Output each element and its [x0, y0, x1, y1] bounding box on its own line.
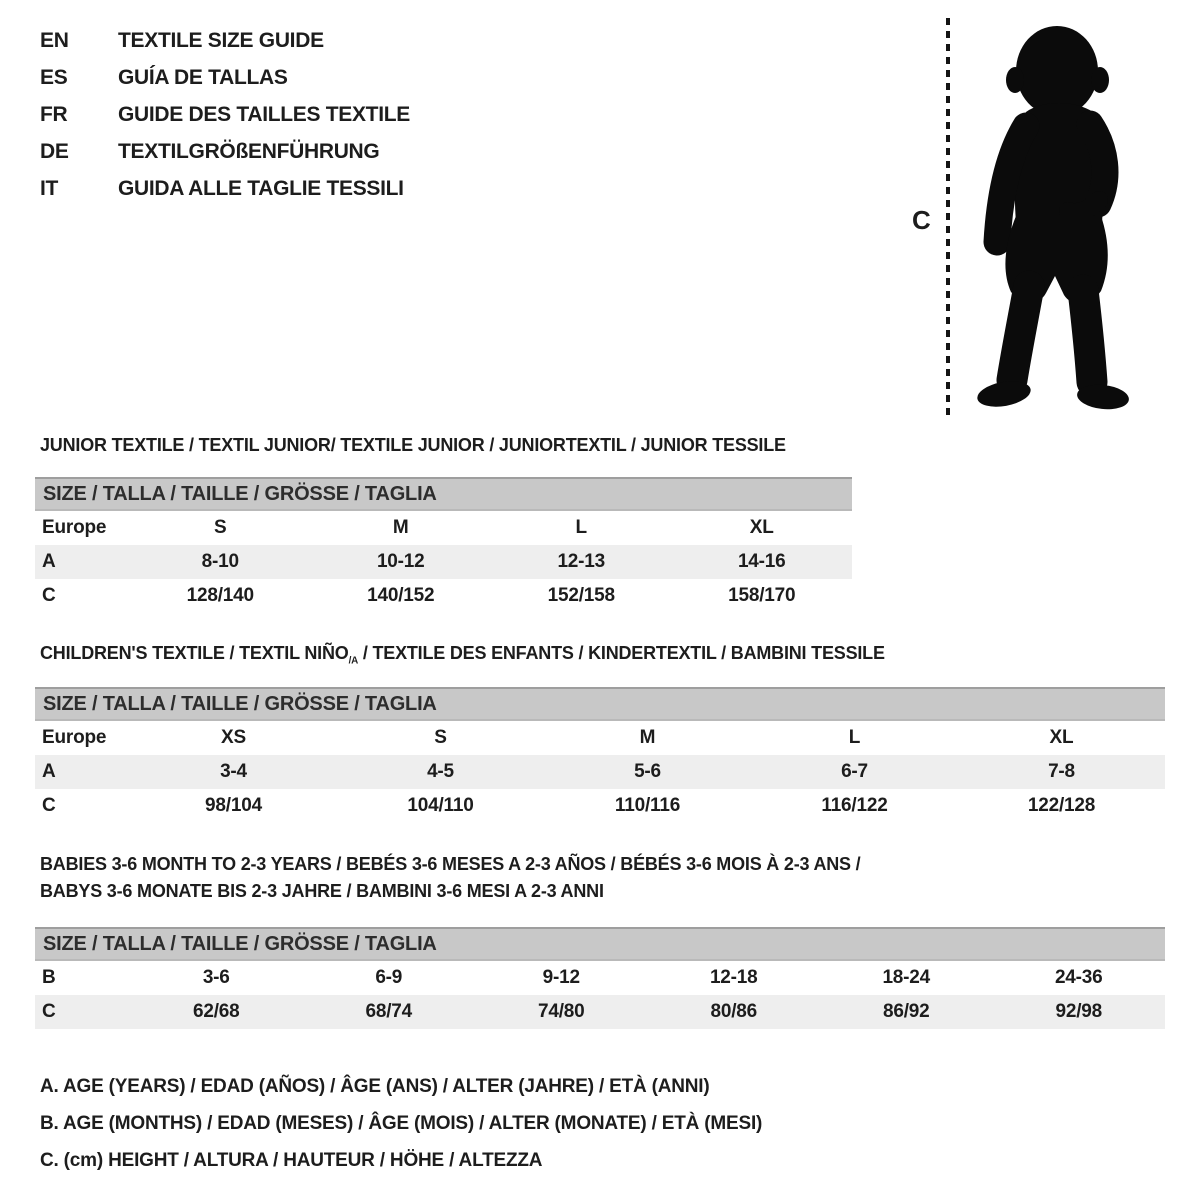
- age-value: 3-6: [202, 967, 230, 988]
- height-value: 92/98: [1055, 1001, 1103, 1022]
- size-value: XL: [749, 517, 774, 538]
- row-label: Europe: [42, 727, 107, 748]
- lang-code: EN: [40, 29, 69, 52]
- children-heading-before: CHILDREN'S TEXTILE / TEXTIL NIÑO: [40, 643, 349, 663]
- lang-code: IT: [40, 177, 59, 200]
- age-value: 7-8: [1048, 761, 1075, 782]
- height-value: 116/122: [821, 795, 888, 816]
- children-heading-sub: /A: [348, 655, 359, 667]
- lang-title: TEXTILE SIZE GUIDE: [118, 29, 324, 52]
- lang-title: GUIDA ALLE TAGLIE TESSILI: [118, 177, 404, 200]
- height-value: 152/158: [547, 585, 615, 606]
- lang-row-en: [40, 30, 600, 52]
- size-value: L: [848, 727, 861, 748]
- junior-size-table: [35, 477, 852, 613]
- babies-heading-line2: BABYS 3-6 MONATE BIS 2-3 JAHRE / BAMBINI 3-6 MESI A 2-3 ANNI: [40, 881, 604, 901]
- age-value: 5-6: [634, 761, 661, 782]
- size-value: L: [575, 517, 587, 538]
- age-value: 9-12: [542, 967, 580, 988]
- lang-row-it: [40, 178, 600, 200]
- height-value: 80/86: [710, 1001, 758, 1022]
- lang-code: FR: [40, 103, 68, 126]
- size-header-bar: [35, 927, 1165, 961]
- children-size-table: [35, 687, 1165, 823]
- age-value: 6-9: [375, 967, 403, 988]
- age-value: 10-12: [376, 551, 425, 572]
- row-label: C: [42, 1001, 56, 1022]
- size-value: M: [639, 727, 656, 748]
- babies-heading-line1: BABIES 3-6 MONTH TO 2-3 YEARS / BEBÉS 3-6 MESES A 2-3 AÑOS / BÉBÉS 3-6 MOIS À 2-3 ANS /: [40, 854, 861, 874]
- row-label: C: [42, 585, 56, 606]
- legend-line-b: B. AGE (MONTHS) / EDAD (MESES) / ÂGE (MOIS) / ALTER (MONATE) / ETÀ (MESI): [40, 1113, 763, 1134]
- height-value: 62/68: [192, 1001, 240, 1022]
- table-row-height: [35, 579, 852, 613]
- table-row-age: [35, 545, 852, 579]
- size-value: S: [434, 727, 447, 748]
- size-header-bar: [35, 687, 1165, 721]
- lang-row-es: [40, 67, 600, 89]
- age-value: 18-24: [882, 967, 931, 988]
- size-value: M: [392, 517, 409, 538]
- size-header-bar: [35, 477, 852, 511]
- legend-line-a: A. AGE (YEARS) / EDAD (AÑOS) / ÂGE (ANS) / ALTER (JAHRE) / ETÀ (ANNI): [40, 1076, 710, 1097]
- table-row-age-months: [35, 961, 1165, 995]
- age-value: 24-36: [1054, 967, 1103, 988]
- lang-row-de: [40, 141, 600, 163]
- children-heading-after: / TEXTILE DES ENFANTS / KINDERTEXTIL / BAMBINI TESSILE: [358, 643, 885, 663]
- age-value: 12-18: [709, 967, 758, 988]
- age-value: 6-7: [841, 761, 868, 782]
- row-label: C: [42, 795, 56, 816]
- toddler-silhouette-icon: [962, 14, 1142, 419]
- junior-section-heading: JUNIOR TEXTILE / TEXTIL JUNIOR/ TEXTILE JUNIOR / JUNIORTEXTIL / JUNIOR TESSILE: [40, 435, 786, 455]
- height-value: 98/104: [205, 795, 262, 816]
- language-guide-block: [40, 30, 600, 215]
- babies-size-table: [35, 927, 1165, 1029]
- lang-code: DE: [40, 140, 69, 163]
- height-value: 68/74: [365, 1001, 413, 1022]
- height-value: 122/128: [1027, 795, 1096, 816]
- height-value: 158/170: [728, 585, 796, 606]
- legend-line-c: C. (cm) HEIGHT / ALTURA / HAUTEUR / HÖHE / ALTEZZA: [40, 1150, 543, 1171]
- height-value: 104/110: [407, 795, 474, 816]
- lang-title: GUIDE DES TAILLES TEXTILE: [118, 103, 410, 126]
- lang-code: ES: [40, 66, 68, 89]
- height-value: 140/152: [367, 585, 435, 606]
- height-value: 110/116: [614, 795, 681, 816]
- size-header-label: SIZE / TALLA / TAILLE / GRÖSSE / TAGLIA: [43, 692, 437, 715]
- age-value: 12-13: [557, 551, 606, 572]
- height-value: 128/140: [186, 585, 254, 606]
- size-header-label: SIZE / TALLA / TAILLE / GRÖSSE / TAGLIA: [43, 932, 437, 955]
- table-row-europe: [35, 511, 852, 545]
- age-value: 8-10: [201, 551, 239, 572]
- age-value: 4-5: [427, 761, 454, 782]
- row-label: A: [42, 761, 56, 782]
- table-row-europe: [35, 721, 1165, 755]
- row-label: Europe: [42, 517, 107, 538]
- height-value: 86/92: [882, 1001, 930, 1022]
- age-value: 3-4: [220, 761, 247, 782]
- size-value: XS: [221, 727, 246, 748]
- lang-title: GUÍA DE TALLAS: [118, 66, 288, 89]
- table-row-age: [35, 755, 1165, 789]
- children-section-heading: [40, 642, 885, 673]
- lang-title: TEXTILGRÖßENFÜHRUNG: [118, 140, 380, 163]
- age-value: 14-16: [737, 551, 786, 572]
- size-header-label: SIZE / TALLA / TAILLE / GRÖSSE / TAGLIA: [43, 482, 437, 505]
- legend-block: [40, 1075, 762, 1186]
- height-measure-line: [946, 18, 950, 416]
- row-label: A: [42, 551, 56, 572]
- size-value: S: [214, 517, 227, 538]
- babies-section-heading: [40, 851, 860, 905]
- table-row-height: [35, 995, 1165, 1029]
- height-value: 74/80: [537, 1001, 585, 1022]
- height-measure-label: C: [912, 205, 931, 235]
- table-row-height: [35, 789, 1165, 823]
- lang-row-fr: [40, 104, 600, 126]
- row-label: B: [42, 967, 56, 988]
- size-value: XL: [1049, 727, 1074, 748]
